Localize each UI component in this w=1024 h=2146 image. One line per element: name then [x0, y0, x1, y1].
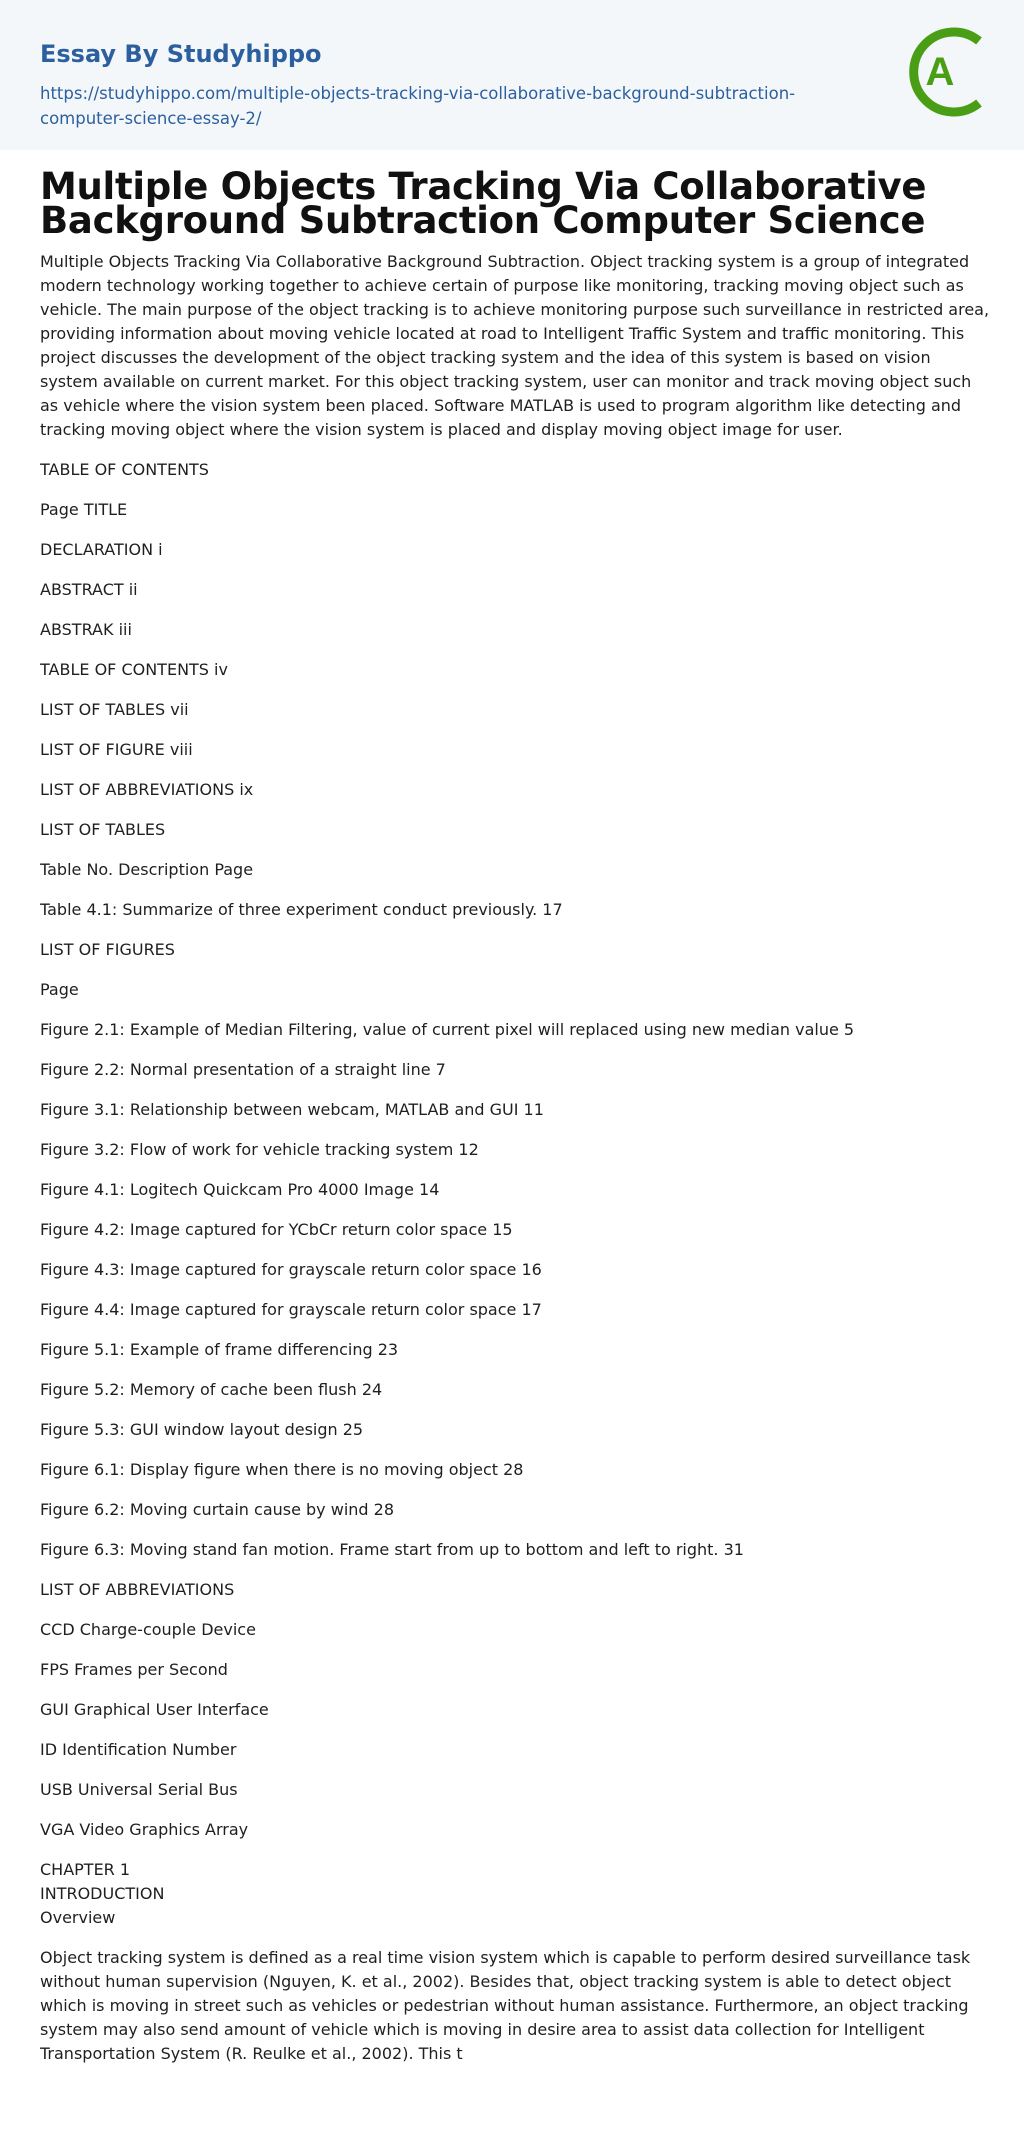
essay-title: Multiple Objects Tracking Via Collaborative Background Subtraction Computer Science: [40, 165, 927, 242]
content-line: ABSTRACT ii: [40, 580, 138, 599]
content-line: TABLE OF CONTENTS: [40, 460, 209, 479]
abstract-paragraph: Multiple Objects Tracking Via Collaborative Background Subtraction. Object tracking system is a group of integrated modern technology working together to achieve certain of purpose like monitoring, tracking moving object such as vehicle. The main purpose of the object tracking is to achieve monitoring purpose such surveillance in restricted area, providing information about moving vehicle located at road to Intelligent Traffic System and traffic monitoring. This project discusses the development of the object tracking system and the idea of this system is based on vision system available on current market. For this object tracking system, user can monitor and track moving object such as vehicle where the vision system been placed. Software MATLAB is used to program algorithm like detecting and tracking moving object where the vision system is placed and display moving object image for user.: [40, 252, 990, 439]
content-line: Figure 3.1: Relationship between webcam, MATLAB and GUI 11: [40, 1100, 544, 1119]
chapter-name: INTRODUCTION: [40, 1884, 165, 1903]
content-line: Figure 4.1: Logitech Quickcam Pro 4000 Image 14: [40, 1180, 440, 1199]
content-line: Figure 2.2: Normal presentation of a straight line 7: [40, 1060, 446, 1079]
content-line: USB Universal Serial Bus: [40, 1780, 238, 1799]
content-line: Figure 6.2: Moving curtain cause by wind 28: [40, 1500, 395, 1519]
chapter-heading: [40, 1858, 990, 1930]
content-line: Figure 5.3: GUI window layout design 25: [40, 1420, 364, 1439]
content-line: ABSTRAK iii: [40, 620, 132, 639]
content-line: Table 4.1: Summarize of three experiment conduct previously. 17: [40, 900, 563, 919]
essay-content: [40, 250, 990, 2066]
essay-url-link[interactable]: https://studyhippo.com/multiple-objects-tracking-via-collaborative-background-subtraction-computer-science-essay-2/: [40, 84, 796, 128]
content-line: LIST OF TABLES: [40, 820, 166, 839]
content-line: VGA Video Graphics Array: [40, 1820, 249, 1839]
content-line: Figure 2.1: Example of Median Filtering, value of current pixel will replaced using new median value 5: [40, 1020, 855, 1039]
brand-title: Essay By Studyhippo: [40, 40, 322, 68]
logo-letter: A: [925, 50, 955, 94]
content-line: Table No. Description Page: [40, 860, 254, 879]
body-paragraph: Object tracking system is defined as a real time vision system which is capable to perform desired surveillance task without human supervision (Nguyen, K. et al., 2002). Besides that, object tracking system is able to detect object which is moving in street such as vehicles or pedestrian without human assistance. Furthermore, an object tracking system may also send amount of vehicle which is moving in desire area to assist data collection for Intelligent Transportation System (R. Reulke et al., 2002). This t: [40, 1948, 971, 2063]
content-line: LIST OF ABBREVIATIONS: [40, 1580, 235, 1599]
content-line: Figure 5.2: Memory of cache been flush 24: [40, 1380, 383, 1399]
content-line: DECLARATION i: [40, 540, 163, 559]
studyhippo-logo-icon[interactable]: [907, 27, 997, 117]
content-line: Figure 5.1: Example of frame differencing 23: [40, 1340, 399, 1359]
chapter-number: CHAPTER 1: [40, 1860, 131, 1879]
content-line: TABLE OF CONTENTS iv: [40, 660, 228, 679]
toc-lines: [40, 458, 990, 1858]
content-line: Figure 4.3: Image captured for grayscale return color space 16: [40, 1260, 542, 1279]
content-line: CCD Charge-couple Device: [40, 1620, 256, 1639]
content-line: GUI Graphical User Interface: [40, 1700, 269, 1719]
site-header: [0, 0, 1024, 150]
content-line: Figure 4.2: Image captured for YCbCr return color space 15: [40, 1220, 513, 1239]
content-line: Figure 4.4: Image captured for grayscale return color space 17: [40, 1300, 542, 1319]
content-line: ID Identification Number: [40, 1740, 237, 1759]
content-line: Page: [40, 980, 79, 999]
content-line: LIST OF FIGURES: [40, 940, 175, 959]
content-line: Figure 6.3: Moving stand fan motion. Frame start from up to bottom and left to right. 31: [40, 1540, 744, 1559]
content-line: Page TITLE: [40, 500, 128, 519]
content-line: LIST OF FIGURE viii: [40, 740, 193, 759]
content-line: Figure 3.2: Flow of work for vehicle tracking system 12: [40, 1140, 479, 1159]
section-name: Overview: [40, 1908, 116, 1927]
content-line: LIST OF TABLES vii: [40, 700, 189, 719]
content-line: LIST OF ABBREVIATIONS ix: [40, 780, 254, 799]
content-line: FPS Frames per Second: [40, 1660, 228, 1679]
spacer: [40, 442, 990, 458]
content-line: Figure 6.1: Display figure when there is no moving object 28: [40, 1460, 524, 1479]
